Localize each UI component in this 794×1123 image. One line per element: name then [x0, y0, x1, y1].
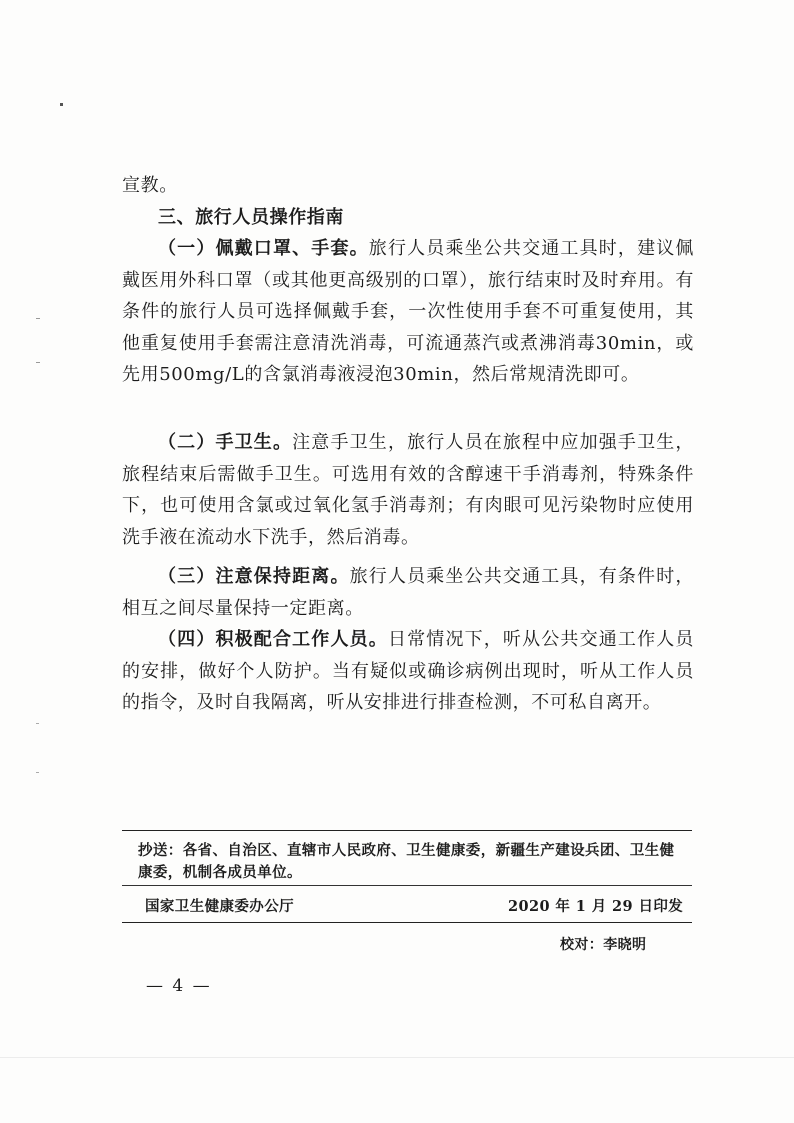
- paragraph-hand-hygiene: [122, 427, 694, 553]
- scan-speck: [36, 723, 39, 724]
- issuing-office: 国家卫生健康委办公厅: [145, 898, 294, 915]
- paragraph-masks-gloves: [122, 233, 694, 391]
- paragraph-keep-distance: [122, 561, 694, 624]
- scan-speck: [36, 318, 40, 319]
- paragraph-body: 旅行人员乘坐公共交通工具，有条件时，相互之间尽量保持一定距离。: [122, 566, 694, 619]
- paragraph-body: 日常情况下，听从公共交通工作人员的安排，做好个人防护。当有疑似或确诊病例出现时，听从工作人员的指令，及时自我隔离，听从安排进行排查检测，不可私自离开。: [122, 629, 694, 713]
- footer-bottom-rule: [122, 922, 692, 923]
- scan-speck: [60, 103, 63, 106]
- continued-text: 宣教。: [122, 175, 178, 196]
- paragraph-lead: （二）手卫生。: [158, 432, 293, 453]
- paragraph-lead: （三）注意保持距离。: [158, 566, 350, 587]
- page-number: — 4 —: [146, 976, 212, 996]
- paragraph-body: 注意手卫生，旅行人员在旅程中应加强手卫生，旅程结束后需做手卫生。可选用有效的含醇速干手消毒剂，特殊条件下，也可使用含氯或过氧化氢手消毒剂；有肉眼可见污染物时应使用洗手液在流动水下洗手，然后消毒。: [122, 432, 694, 548]
- footer-top-rule: [122, 830, 692, 831]
- scan-edge-line: [0, 1057, 794, 1058]
- scan-speck: [36, 362, 40, 363]
- scan-speck: [36, 772, 39, 773]
- section-heading: 三、旅行人员操作指南: [158, 207, 344, 228]
- issue-date: 2020 年 1 月 29 日印发: [508, 898, 684, 915]
- footer-middle-rule: [122, 885, 692, 886]
- paragraph-body: 旅行人员乘坐公共交通工具时，建议佩戴医用外科口罩（或其他更高级别的口罩），旅行结束时及时弃用。有条件的旅行人员可选择佩戴手套，一次性使用手套不可重复使用，其他重复使用手套需注意清洗消毒，可流通蒸汽或煮沸消毒30min，或先用500mg/L的含氯消毒液浸泡30min，然后常规清洗即可。: [122, 238, 694, 385]
- paragraph-cooperate-staff: [122, 624, 694, 719]
- paragraph-lead: （四）积极配合工作人员。: [158, 629, 388, 650]
- cc-list: 抄送：各省、自治区、直辖市人民政府、卫生健康委，新疆生产建设兵团、卫生健康委，机制各成员单位。: [138, 842, 675, 881]
- proofreader: 校对：李晓明: [560, 937, 647, 953]
- paragraph-lead: （一）佩戴口罩、手套。: [158, 238, 369, 259]
